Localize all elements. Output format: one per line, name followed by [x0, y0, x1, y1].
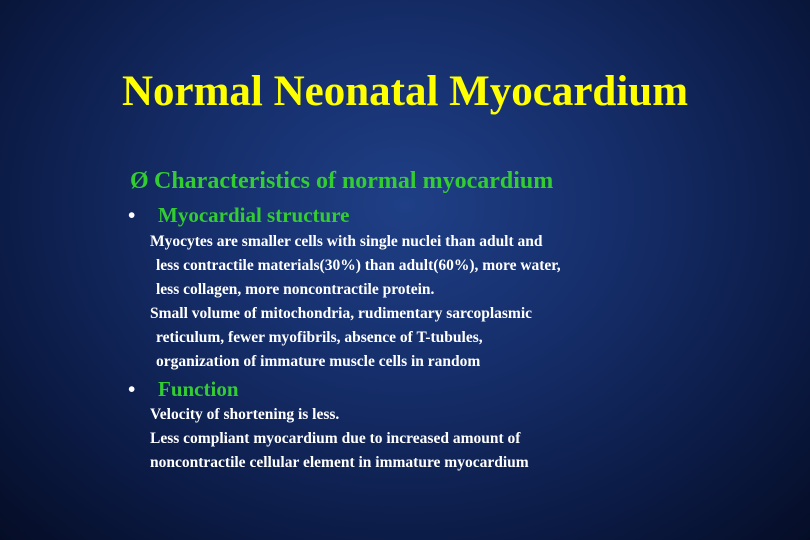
section-heading: [130, 166, 553, 196]
slide-title: Normal Neonatal Myocardium: [121, 68, 689, 115]
subheading-function: [126, 376, 239, 402]
body-line: organization of immature muscle cells in random: [156, 353, 481, 370]
function-body: [150, 403, 529, 475]
body-line: noncontractile cellular element in immature myocardium: [150, 454, 529, 471]
subheading-label: Function: [158, 377, 239, 401]
bullet-icon: •: [128, 377, 136, 401]
body-line: Less compliant myocardium due to increased amount of: [150, 430, 521, 447]
subheading-structure: [126, 202, 349, 228]
body-line: Small volume of mitochondria, rudimentary sarcoplasmic: [150, 305, 533, 322]
subheading-label: Myocardial structure: [158, 203, 350, 227]
body-line: less collagen, more noncontractile protein.: [156, 281, 435, 298]
body-line: less contractile materials(30%) than adult(60%), more water,: [156, 257, 561, 274]
body-line: Velocity of shortening is less.: [150, 406, 340, 423]
bullet-icon: •: [128, 203, 136, 227]
structure-body: [150, 230, 561, 374]
section-heading-text: Characteristics of normal myocardium: [154, 168, 554, 194]
body-line: Myocytes are smaller cells with single nuclei than adult and: [150, 233, 543, 250]
body-line: reticulum, fewer myofibrils, absence of T-tubules,: [156, 329, 483, 346]
arrow-bullet-icon: Ø: [130, 168, 149, 194]
